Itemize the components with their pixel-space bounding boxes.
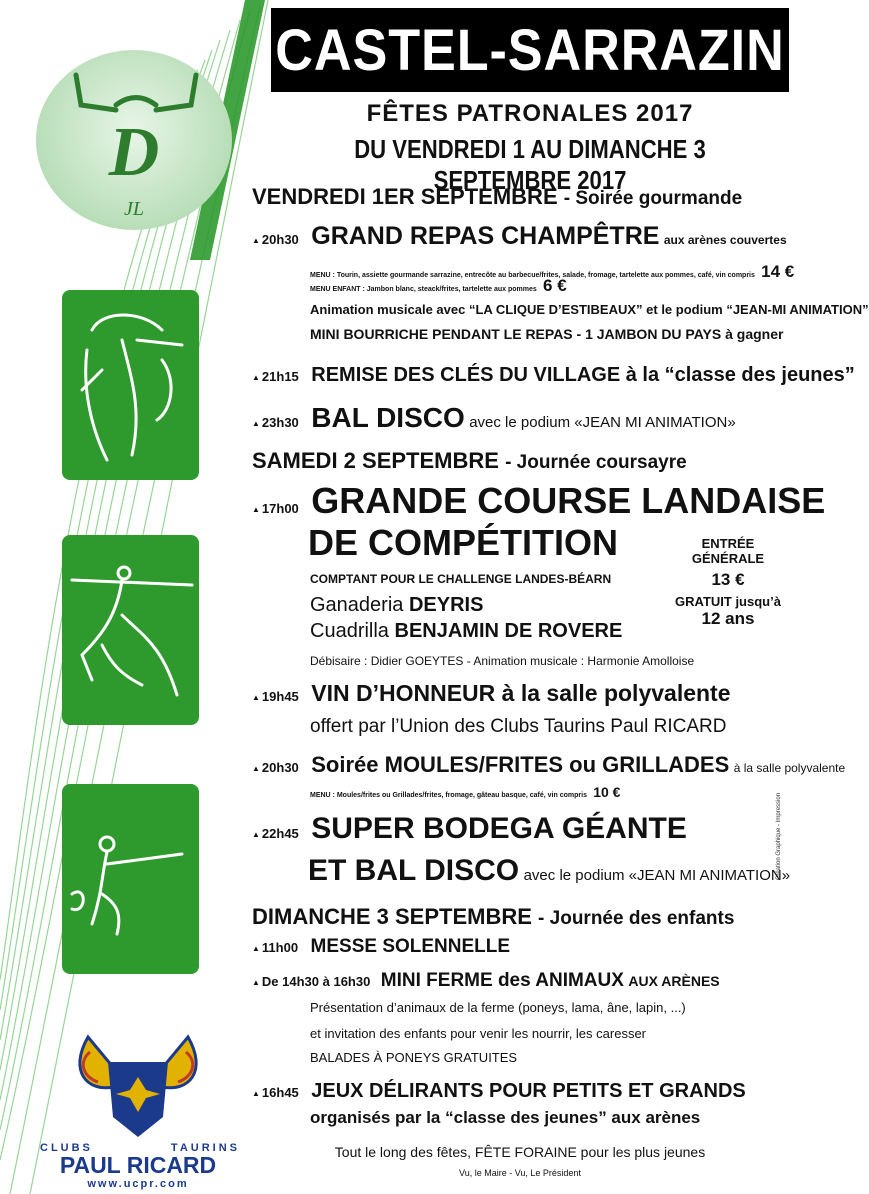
event-time: ▲ 16h45: [252, 1085, 299, 1100]
animation-line: Animation musicale avec “LA CLIQUE D’ESTIBEAUX” et le podium “JEAN-MI ANIMATION”: [310, 302, 869, 317]
event-detail: AUX ARÈNES: [628, 973, 720, 989]
saturday-theme: - Journée coursayre: [505, 452, 687, 473]
emblem-letter: D: [108, 114, 160, 191]
ferme-line-3: BALADES À PONEYS GRATUITES: [310, 1050, 518, 1065]
bull-illustration-panel: [62, 290, 199, 480]
menu-kids-text: MENU ENFANT : Jambon blanc, steack/frites, tartelette aux pommes: [310, 286, 537, 293]
friday-heading: VENDREDI 1ER SEPTEMBRE: [252, 184, 558, 209]
event-title: MINI FERME des ANIMAUX: [380, 970, 624, 991]
event-time: ▲ De 14h30 à 16h30: [252, 974, 370, 989]
event-title: Soirée MOULES/FRITES ou GRILLADES: [311, 752, 730, 777]
day-heading-saturday: [252, 448, 687, 474]
event-time: ▲ 21h15: [252, 369, 299, 384]
ganaderia-name: DEYRIS: [408, 594, 484, 616]
fete-foraine: Tout le long des fêtes, FÊTE FORAINE pour les plus jeunes: [334, 1144, 706, 1160]
event-time: ▲ 11h00: [252, 940, 298, 955]
event-title: VIN D’HONNEUR à la salle polyvalente: [311, 680, 731, 706]
title-banner: [271, 8, 789, 92]
event-time: ▲ 19h45: [252, 689, 299, 704]
debisaire-line: Débisaire : Didier GOEYTES - Animation musicale : Harmonie Amolloise: [310, 654, 695, 668]
ecarteur-icon: [62, 535, 199, 725]
bull-icon: [62, 290, 199, 480]
ecarteur-illustration-panel: [62, 535, 199, 725]
event-title: GRANDE COURSE LANDAISE: [311, 480, 826, 521]
event-bodega: [252, 812, 687, 846]
ferme-line-2: et invitation des enfants pour venir les nourrir, les caresser: [310, 1026, 647, 1041]
event-title: BAL DISCO: [311, 402, 465, 433]
entry-box: [666, 536, 790, 629]
jeux-detail: organisés par la “classe des jeunes” aux arènes: [310, 1108, 701, 1127]
event-detail: à la salle polyvalente: [733, 761, 846, 775]
menu-kids-price: 6 €: [543, 276, 567, 295]
ferme-line-1: Présentation d’animaux de la ferme (poneys, lama, âne, lapin, ...): [310, 1000, 686, 1015]
sauteur-illustration-panel: [62, 784, 199, 974]
event-title: MESSE SOLENNELLE: [310, 936, 511, 957]
course-title-2: DE COMPÉTITION: [308, 522, 619, 563]
entry-price: 13 €: [711, 570, 745, 589]
emblem-circle: [36, 50, 232, 230]
logo-url: www.ucpr.com: [87, 1178, 189, 1190]
event-title: JEUX DÉLIRANTS POUR PETITS ET GRANDS: [311, 1080, 746, 1102]
event-title: REMISE DES CLÉS DU VILLAGE à la “classe des jeunes”: [311, 364, 855, 386]
emblem-initials: JL: [124, 198, 144, 220]
bodega-title-2: ET BAL DISCO: [308, 854, 520, 887]
event-soiree: [252, 752, 845, 778]
subtitle: FÊTES PATRONALES 2017: [366, 100, 694, 127]
event-vin: [252, 680, 731, 707]
event-detail: avec le podium «JEAN MI ANIMATION»: [469, 414, 736, 431]
ganaderia-label: Ganaderia: [310, 594, 404, 616]
soiree-menu-price: 10 €: [593, 784, 621, 800]
free-label: GRATUIT jusqu’à: [675, 594, 781, 609]
event-remise: [252, 364, 855, 387]
event-time: ▲ 22h45: [252, 826, 299, 841]
ganaderia-line: [310, 594, 483, 617]
event-ferme: [252, 970, 720, 992]
event-title: GRAND REPAS CHAMPÊTRE: [311, 222, 660, 250]
entry-label: ENTRÉE GÉNÉRALE: [691, 536, 765, 566]
day-heading-friday: [252, 184, 742, 210]
cuadrilla-line: [310, 620, 622, 643]
event-repas: [252, 222, 787, 251]
menu-adult-text: MENU : Tourin, assiette gourmande sarrazine, entrecôte au barbecue/frites, salade, fromage, tartelette aux pommes, café, vin compris: [310, 272, 755, 279]
sunday-heading: DIMANCHE 3 SEPTEMBRE: [252, 904, 532, 929]
bodega-detail: avec le podium «JEAN MI ANIMATION»: [523, 867, 791, 884]
free-age: 12 ans: [701, 609, 755, 628]
sunday-theme: - Journée des enfants: [538, 908, 735, 929]
menu-kids: [310, 276, 567, 296]
paul-ricard-logo: [68, 1032, 208, 1142]
logo-brand: PAUL RICARD: [59, 1152, 217, 1178]
challenge-line: COMPTANT POUR LE CHALLENGE LANDES-BÉARN: [310, 572, 612, 586]
cuadrilla-label: Cuadrilla: [310, 620, 389, 642]
event-time: ▲ 20h30: [252, 760, 299, 775]
event-course: [252, 480, 825, 522]
friday-theme: - Soirée gourmande: [563, 188, 743, 209]
logo-taurins: TAURINS: [170, 1142, 240, 1154]
saturday-heading: SAMEDI 2 SEPTEMBRE: [252, 448, 499, 473]
page-title: CASTEL-SARRAZIN: [275, 17, 785, 83]
side-note: Création Graphique - Impression: [776, 792, 782, 880]
dates: DU VENDREDI 1 AU DIMANCHE 3 SEPTEMBRE 2017: [354, 134, 706, 195]
event-detail: aux arènes couvertes: [663, 233, 787, 247]
bodega-line-2: [308, 854, 790, 888]
vin-detail: offert par l’Union des Clubs Taurins Paul RICARD: [310, 716, 727, 737]
event-time: ▲ 23h30: [252, 415, 299, 430]
event-time: ▲ 17h00: [252, 501, 299, 516]
bourriche-line: MINI BOURRICHE PENDANT LE REPAS - 1 JAMBON DU PAYS à gagner: [310, 326, 784, 342]
sauteur-icon: [62, 784, 199, 974]
cuadrilla-name: BENJAMIN DE ROVERE: [394, 620, 623, 642]
menu-adult-price: 14 €: [761, 262, 795, 281]
soiree-menu-text: MENU : Moules/frites ou Grillades/frites, fromage, gâteau basque, café, vin compris: [310, 792, 587, 799]
event-time: ▲ 20h30: [252, 232, 299, 247]
event-title: SUPER BODEGA GÉANTE: [311, 812, 687, 845]
soiree-menu: [310, 784, 620, 800]
event-bal: [252, 402, 736, 434]
signatures: Vu, le Maire - Vu, Le Président: [459, 1168, 581, 1178]
event-jeux: [252, 1080, 746, 1103]
day-heading-sunday: [252, 904, 734, 930]
event-messe: [252, 936, 510, 958]
emblem-icon: [36, 50, 232, 230]
logo-clubs: CLUBS: [40, 1142, 93, 1154]
